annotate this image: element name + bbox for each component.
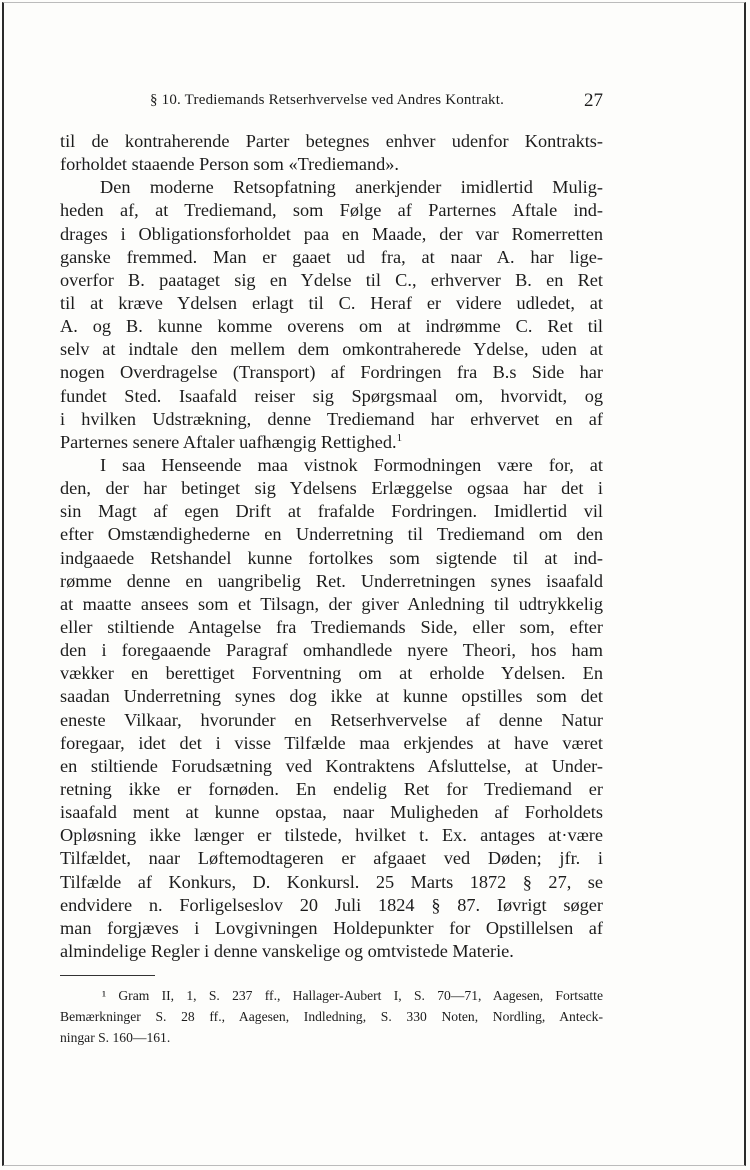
footnote-marker: 1 <box>396 431 403 444</box>
body-line <box>60 917 603 940</box>
body-line-text: nogen Overdragelse (Transport) af Fordringen fra B.s Side har <box>60 362 603 383</box>
body-text <box>60 130 603 963</box>
body-line <box>60 824 603 847</box>
body-line <box>60 847 603 870</box>
body-line-text: indgaaede Retshandel kunne fortolkes som sigtende til at ind- <box>60 547 603 568</box>
body-line <box>60 639 603 662</box>
body-line-text: til de kontraherende Parter betegnes enhver udenfor Kontrakts- <box>60 131 603 151</box>
body-line-text: Parternes senere Aftaler uafhængig Rettighed. <box>60 431 397 452</box>
body-line <box>60 940 603 963</box>
body-line-text: heden af, at Trediemand, som Følge af Parternes Aftale ind- <box>60 200 603 221</box>
body-line-text: retning ikke er fornøden. En endelig Ret for Trediemand er <box>60 778 603 799</box>
body-line-text: Den moderne Retsopfatning anerkjender imidlertid Mulig- <box>100 177 603 198</box>
body-line-text: Tilfældet, naar Løftemodtageren er afgaaet ved Døden; jfr. i <box>60 848 603 869</box>
body-line <box>60 871 603 894</box>
body-line <box>60 547 603 570</box>
body-line <box>60 223 603 246</box>
body-line <box>60 709 603 732</box>
body-line <box>60 685 603 708</box>
body-line-text: eneste Vilkaar, hvorunder en Retserhvervelse af denne Natur <box>60 709 603 730</box>
body-line <box>60 199 603 222</box>
body-line <box>60 894 603 917</box>
body-line-text: foregaar, idet det i visse Tilfælde maa erkjendes at have været <box>60 732 603 753</box>
footnote-rule <box>60 975 155 976</box>
footnote-line <box>60 1006 603 1027</box>
footnote-line <box>60 985 603 1006</box>
body-line <box>60 801 603 824</box>
body-line-text: drages i Obligationsforholdet paa en Maade, der var Romerretten <box>60 223 603 244</box>
body-line-text: vækker en berettiget Forventning om at erholde Ydelsen. En <box>60 663 603 684</box>
footnote-line-text: Bemærkninger S. 28 ff., Aagesen, Indledning, S. 330 Noten, Nordling, Anteck- <box>60 1009 603 1024</box>
body-line-text: I saa Henseende maa vistnok Formodningen være for, at <box>100 454 603 475</box>
footnote-line <box>60 1027 603 1048</box>
body-line <box>60 662 603 685</box>
body-line-text: Opløsning ikke længer er tilstede, hvilket t. Ex. antages at·være <box>60 825 603 846</box>
body-line-text: efter Omstændighederne en Underretning til Trediemand om den <box>60 524 603 545</box>
body-line-text: eller stiltiende Antagelse fra Trediemands Side, eller som, efter <box>60 616 603 637</box>
body-line-text: sin Magt af egen Drift at frafalde Fordringen. Imidlertid vil <box>60 501 603 522</box>
body-line <box>60 246 603 269</box>
body-line-text: rømme denne en uangribelig Ret. Underretningen synes isaafald <box>60 570 603 591</box>
body-line <box>60 315 603 338</box>
footnotes <box>60 985 603 1048</box>
body-line-text: forholdet staaende Person som «Trediemand». <box>60 154 399 175</box>
body-line-text: selv at indtale den mellem dem omkontraherede Ydelse, uden at <box>60 339 603 360</box>
body-line-text: isaafald ment at kunne opstaa, naar Muligheden af Forholdets <box>60 802 603 823</box>
body-line <box>60 361 603 384</box>
body-line <box>60 431 603 454</box>
body-line-text: saadan Underretning synes dog ikke at kunne opstilles som det <box>60 686 603 707</box>
body-line <box>60 755 603 778</box>
body-line <box>60 778 603 801</box>
body-line <box>60 616 603 639</box>
body-line-text: at maatte ansees som et Tilsagn, der giver Anledning til udtrykkelig <box>60 593 603 614</box>
body-line <box>60 176 603 199</box>
body-line <box>60 269 603 292</box>
body-line <box>60 570 603 593</box>
body-line-text: almindelige Regler i denne vanskelige og omtvistede Materie. <box>60 940 514 961</box>
body-line <box>60 292 603 315</box>
body-line <box>60 500 603 523</box>
body-line-text: overfor B. paataget sig en Ydelse til C., erhverver B. en Ret <box>60 269 603 290</box>
footnote-line-text: ningar S. 160—161. <box>60 1030 171 1045</box>
body-line-text: til at kræve Ydelsen erlagt til C. Heraf er videre udledet, at <box>60 292 603 313</box>
body-line-text: fundet Sted. Isaafald reiser sig Spørgsmaal om, hvorvidt, og <box>60 385 603 406</box>
body-line-text: i hvilken Udstrækning, denne Trediemand har erhvervet en af <box>60 408 603 429</box>
body-line <box>60 523 603 546</box>
body-line-text: den, der har betinget sig Ydelsens Erlæggelse ogsaa har det i <box>60 478 603 499</box>
footnote-line-text: ¹ Gram II, 1, S. 237 ff., Hallager-Aubert I, S. 70—71, Aagesen, Fortsatte <box>102 988 603 1003</box>
body-line-text: A. og B. kunne komme overens om at indrømme C. Ret til <box>60 316 603 337</box>
body-line <box>60 153 603 176</box>
body-line <box>60 130 603 153</box>
body-line <box>60 732 603 755</box>
body-line-text: Tilfælde af Konkurs, D. Konkursl. 25 Marts 1872 § 27, se <box>60 871 603 892</box>
body-line <box>60 454 603 477</box>
body-line <box>60 408 603 431</box>
body-line-text: man forgjæves i Lovgivningen Holdepunkter for Opstillelsen af <box>60 917 603 938</box>
running-head-title: § 10. Trediemands Retserhvervelse ved Andres Kontrakt. <box>150 92 505 108</box>
body-line-text: en stiltiende Forudsætning ved Kontraktens Afsluttelse, at Under- <box>60 755 603 776</box>
page-number: 27 <box>584 90 603 111</box>
body-line <box>60 338 603 361</box>
body-line <box>60 385 603 408</box>
body-line-text: ganske fremmed. Man er gaaet ud fra, at naar A. har lige- <box>60 246 603 267</box>
body-line-text: endvidere n. Forligelseslov 20 Juli 1824 § 87. Iøvrigt søger <box>60 894 603 915</box>
body-line <box>60 477 603 500</box>
running-head <box>60 92 603 116</box>
body-line-text: den i foregaaende Paragraf omhandlede nyere Theori, hos ham <box>60 640 603 661</box>
body-line <box>60 593 603 616</box>
